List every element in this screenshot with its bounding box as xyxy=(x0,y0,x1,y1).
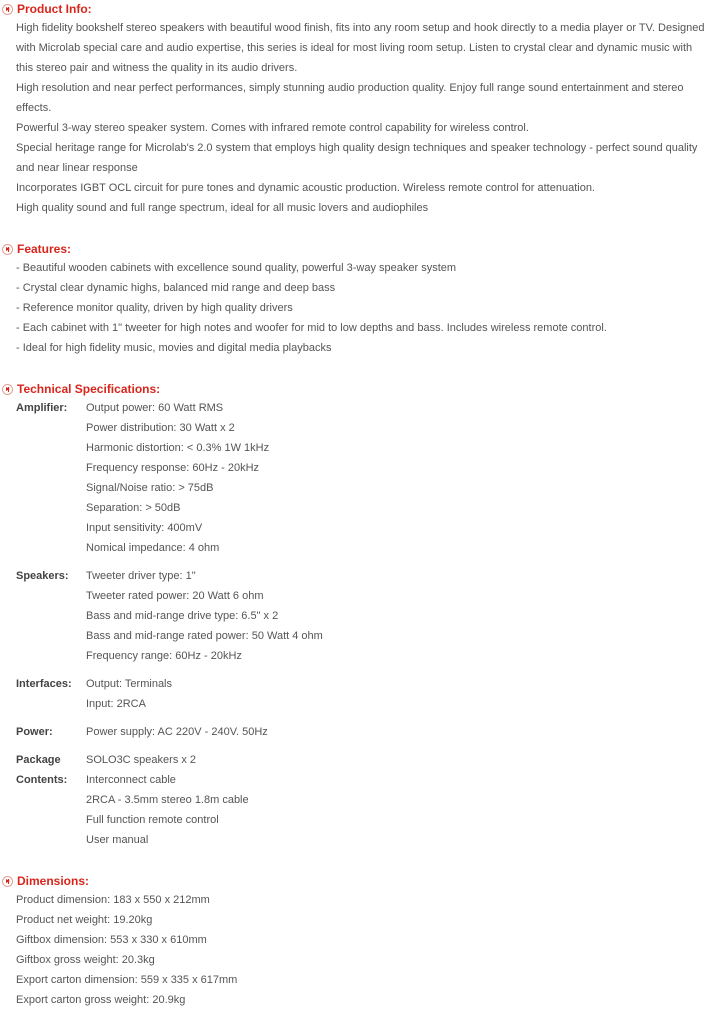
feature-item: - Beautiful wooden cabinets with excellence sound quality, powerful 3-way speaker system xyxy=(16,262,457,274)
product-info-paragraph: High quality sound and full range spectrum, ideal for all music lovers and audiophiles xyxy=(16,202,429,214)
arrow-bullet-icon xyxy=(2,244,13,255)
spec-line: Bass and mid-range drive type: 6.5" x 2 xyxy=(86,610,279,622)
dimension-line: Product dimension: 183 x 550 x 212mm xyxy=(16,894,210,906)
spec-line: Frequency response: 60Hz - 20kHz xyxy=(86,462,260,474)
features-heading xyxy=(0,240,711,258)
product-info-paragraph: High fidelity bookshelf stereo speakers with beautiful wood finish, fits into any room setup and hook directly to a media player or TV. Designed with Microlab special care and audio expertise, this series is ideal for most living room setup. Listen to crystal clear and dynamic music with this stereo pair and witness the quality in its audio drivers. xyxy=(16,22,705,74)
product-info-section xyxy=(0,0,711,218)
feature-item: - Each cabinet with 1" tweeter for high notes and woofer for mid to low depths and bass. Includes wireless remote control. xyxy=(16,322,607,334)
spec-label-line: Contents: xyxy=(16,774,68,786)
spec-line: Harmonic distortion: < 0.3% 1W 1kHz xyxy=(86,442,270,454)
product-info-paragraph: Special heritage range for Microlab's 2.0 system that employs high quality design techniques and speaker technology - perfect sound quality and near linear response xyxy=(16,142,698,174)
specs-section xyxy=(0,380,711,850)
spec-line: 2RCA - 3.5mm stereo 1.8m cable xyxy=(86,794,249,806)
spec-group-amplifier xyxy=(0,398,711,558)
spec-line: Separation: > 50dB xyxy=(86,502,181,514)
spec-line: Frequency range: 60Hz - 20kHz xyxy=(86,650,242,662)
spec-line: Interconnect cable xyxy=(86,774,176,786)
spec-label: Speakers: xyxy=(16,570,69,582)
dimension-line: Product net weight: 19.20kg xyxy=(16,914,153,926)
spec-group-power xyxy=(0,722,711,742)
spec-line: Tweeter driver type: 1" xyxy=(86,570,196,582)
arrow-bullet-icon xyxy=(2,876,13,887)
spec-label: Interfaces: xyxy=(16,678,72,690)
spec-line: Input: 2RCA xyxy=(86,698,146,710)
spec-group-interfaces xyxy=(0,674,711,714)
spec-group-package xyxy=(0,750,711,850)
feature-item: - Crystal clear dynamic highs, balanced mid range and deep bass xyxy=(16,282,336,294)
dimension-line: Giftbox dimension: 553 x 330 x 610mm xyxy=(16,934,207,946)
dimensions-section xyxy=(0,872,711,1010)
specs-title: Technical Specifications: xyxy=(17,382,161,396)
product-info-heading xyxy=(0,0,711,18)
spec-label-line: Package xyxy=(16,754,61,766)
spec-line: Power supply: AC 220V - 240V. 50Hz xyxy=(86,726,268,738)
spec-line: Output: Terminals xyxy=(86,678,173,690)
product-info-paragraph: High resolution and near perfect performances, simply stunning audio production quality. Enjoy full range sound entertainment and stereo effects. xyxy=(16,82,684,114)
dimension-line: Giftbox gross weight: 20.3kg xyxy=(16,954,155,966)
feature-item: - Ideal for high fidelity music, movies and digital media playbacks xyxy=(16,342,332,354)
spec-line: Full function remote control xyxy=(86,814,219,826)
features-section xyxy=(0,240,711,358)
spec-line: Nomical impedance: 4 ohm xyxy=(86,542,220,554)
spec-line: Bass and mid-range rated power: 50 Watt 4 ohm xyxy=(86,630,323,642)
spec-line: Input sensitivity: 400mV xyxy=(86,522,203,534)
spec-line: SOLO3C speakers x 2 xyxy=(86,754,197,766)
features-title: Features: xyxy=(17,242,72,256)
spec-line: Tweeter rated power: 20 Watt 6 ohm xyxy=(86,590,264,602)
spec-label: Amplifier: xyxy=(16,402,68,414)
feature-item: - Reference monitor quality, driven by high quality drivers xyxy=(16,302,293,314)
spec-line: Power distribution: 30 Watt x 2 xyxy=(86,422,235,434)
dimension-line: Export carton gross weight: 20.9kg xyxy=(16,994,186,1006)
spec-line: Signal/Noise ratio: > 75dB xyxy=(86,482,214,494)
specs-heading xyxy=(0,380,711,398)
dimension-line: Export carton dimension: 559 x 335 x 617mm xyxy=(16,974,238,986)
product-info-paragraph: Powerful 3-way stereo speaker system. Comes with infrared remote control capability for wireless control. xyxy=(16,122,529,134)
product-info-paragraph: Incorporates IGBT OCL circuit for pure tones and dynamic acoustic production. Wireless remote control for attenuation. xyxy=(16,182,595,194)
arrow-bullet-icon xyxy=(2,384,13,395)
dimensions-heading xyxy=(0,872,711,890)
spec-group-speakers xyxy=(0,566,711,666)
arrow-bullet-icon xyxy=(2,4,13,15)
spec-line: Output power: 60 Watt RMS xyxy=(86,402,224,414)
product-info-title: Product Info: xyxy=(17,2,92,16)
spec-label xyxy=(16,750,86,850)
spec-label: Power: xyxy=(16,726,53,738)
dimensions-title: Dimensions: xyxy=(17,874,90,888)
spec-line: User manual xyxy=(86,834,149,846)
